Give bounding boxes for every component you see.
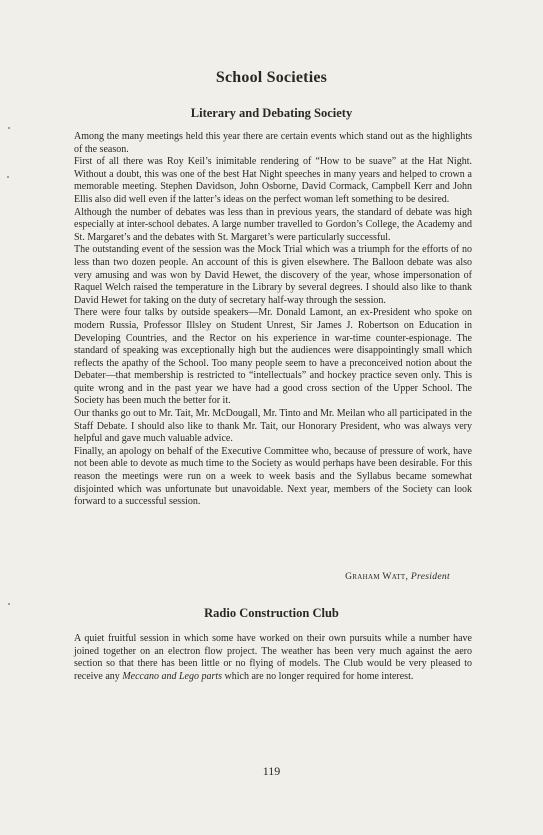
radio-text-start: A quiet fruitful session in which some have worked on their own pursuits while a number have joined together on an electron flow project. The weather has been very much against the aero section so that there has been little or no flying of models. The Club would be very pleased to receive any bbox=[74, 633, 472, 682]
page-blemish bbox=[8, 603, 10, 605]
paragraph: There were four talks by outside speakers—Mr. Donald Lamont, an ex-President who spoke on modern Russia, Professor Illsley on Student Unrest, Sir James J. Robertson on Education in Developing Countries, and the Rector on his experience in war-time counter-espionage. The standard of speaking was exceptionally high but the audiences were disappointingly small which reflects the apathy of the School. Too many people seem to have a preconceived notion about the Debater—that membership is restricted to “intellectuals” and hockey practice seven only. This is quite wrong and in the past year we have had a good cross section of the Upper School. The Society has been much the better for it. bbox=[74, 307, 472, 407]
literary-society-heading: Literary and Debating Society bbox=[190, 106, 353, 120]
paragraph bbox=[74, 633, 472, 683]
radio-club-body bbox=[74, 633, 472, 683]
paragraph: Finally, an apology on behalf of the Executive Committee who, because of pressure of work, have not been able to devote as much time to the Society as would perhaps have been desirable. For this reason the meetings were run on a week to week basis and the Syllabus became somewhat disjointed which was unfortunate but unavoidable. Next year, members of the Society can look forward to a successful session. bbox=[74, 445, 472, 508]
radio-text-end: which are no longer required for home interest. bbox=[222, 670, 414, 682]
page-number: 119 bbox=[262, 764, 281, 778]
paragraph: First of all there was Roy Keil’s inimitable rendering of “How to be suave” at the Hat Night. Without a doubt, this was one of the best Hat Night speeches in many years and helped to crown a memorable meeting. Stephen Davidson, John Osborne, David Cormack, Campbell Kerr and John Ellis also did well even if the latter’s ideas on the perfect woman left something to be desired. bbox=[74, 156, 472, 205]
page-title: School Societies bbox=[215, 69, 328, 86]
paragraph: Our thanks go out to Mr. Tait, Mr. McDougall, Mr. Tinto and Mr. Meilan who all participated in the Staff Debate. I should also like to thank Mr. Tait, our Honorary President, who was always very helpful and gave much valuable advice. bbox=[74, 408, 472, 445]
radio-text-emphasis: Meccano and Lego parts bbox=[122, 670, 223, 682]
radio-club-heading: Radio Construction Club bbox=[204, 606, 339, 620]
paragraph: Although the number of debates was less than in previous years, the standard of debate was high especially at inter-school debates. A large number travelled to Gordon’s College, the Academy and St. Margaret’s and the debates with St. Margaret’s were particularly successful. bbox=[74, 206, 472, 243]
signature-name: Graham Watt, bbox=[345, 571, 409, 582]
signature bbox=[74, 571, 450, 582]
signature-role: President bbox=[410, 571, 450, 582]
literary-society-body bbox=[74, 131, 472, 509]
paragraph: The outstanding event of the session was the Mock Trial which was a triumph for the efforts of no less than two dozen people. An account of this is given elsewhere. The Balloon debate was also very amusing and was won by David Hewet, the discovery of the year, whose impersonation of Raquel Welch raised the temperature in the Library by several degrees. I should also like to thank David Hewet for taking on the duty of secretary half-way through the session. bbox=[74, 244, 472, 306]
page-blemish bbox=[7, 176, 9, 178]
paragraph: Among the many meetings held this year there are certain events which stand out as the highlights of the season. bbox=[74, 131, 472, 155]
page-blemish bbox=[8, 127, 10, 129]
